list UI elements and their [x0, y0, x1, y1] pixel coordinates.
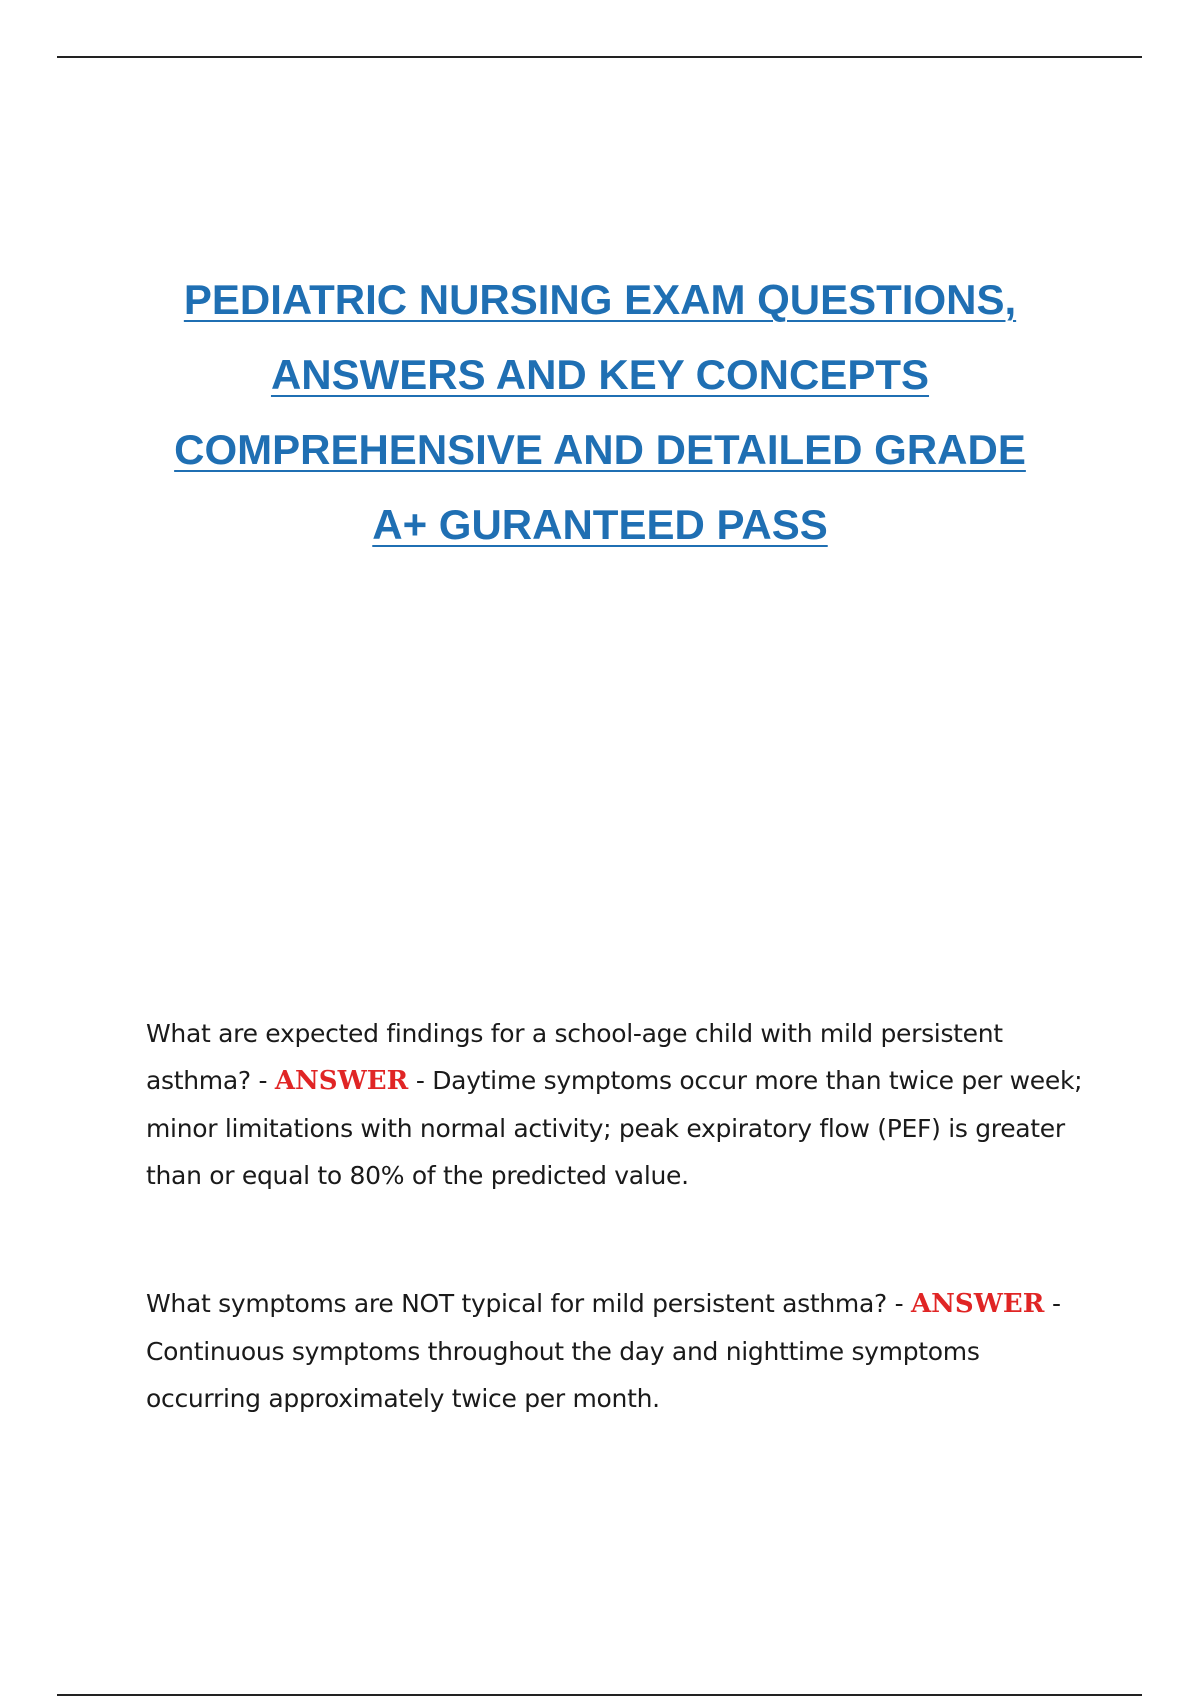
title-line-1: PEDIATRIC NURSING EXAM QUESTIONS,	[183, 276, 1017, 323]
answer-text: - Daytime symptoms occur more than twice per week; minor limitations with normal activity; peak expiratory flow (PEF) is greater than or equal to 80% of the predicted value.	[146, 1066, 1083, 1190]
top-rule	[57, 56, 1142, 58]
answer-label: ANSWER	[910, 1289, 1045, 1319]
title-line-3: COMPREHENSIVE AND DETAILED GRADE	[174, 426, 1026, 473]
bottom-rule	[57, 1694, 1142, 1696]
qa-item-2	[146, 1280, 1086, 1422]
qa-item-1	[146, 1010, 1086, 1199]
question-text: What are expected findings for a school-age child with mild persistent asthma? -	[146, 1019, 1003, 1095]
title-line-2: ANSWERS AND KEY CONCEPTS	[270, 351, 930, 398]
document-title	[100, 262, 1100, 562]
question-text: What symptoms are NOT typical for mild persistent asthma? -	[146, 1289, 911, 1318]
answer-label: ANSWER	[274, 1066, 409, 1096]
answer-text: - Continuous symptoms throughout the day and nighttime symptoms occurring approximately twice per month.	[146, 1289, 1061, 1413]
title-line-4: A+ GURANTEED PASS	[372, 501, 828, 548]
